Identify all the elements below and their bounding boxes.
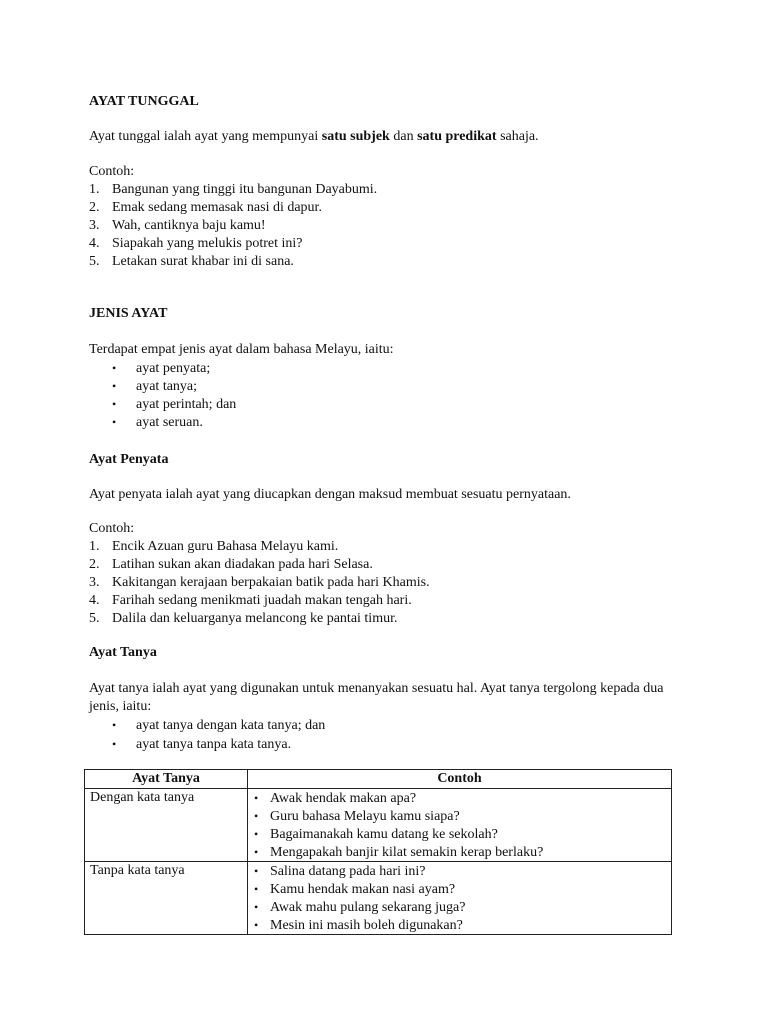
table-bullet-item — [254, 807, 667, 825]
list-item-text: Encik Azuan guru Bahasa Melayu kami. — [112, 539, 339, 554]
table-header-row — [85, 770, 672, 789]
list-item-text: Bangunan yang tinggi itu bangunan Dayabumi. — [112, 182, 378, 197]
bullet-icon: • — [112, 737, 117, 751]
bullet-icon: • — [112, 397, 117, 411]
contoh-label: Contoh: — [89, 521, 135, 536]
bullet-icon: • — [254, 809, 259, 823]
bullet-item — [112, 395, 236, 413]
list-item-text: Latihan sukan akan diadakan pada hari Selasa. — [112, 557, 373, 572]
table-bullet-item — [254, 862, 667, 880]
definition-bold-predikat: satu predikat — [417, 129, 497, 144]
list-item-text: Emak sedang memasak nasi di dapur. — [112, 200, 322, 215]
ayat-tanya-table — [84, 769, 672, 935]
bullet-icon: • — [254, 827, 259, 841]
list-number: 1. — [89, 182, 100, 197]
list-item-text: Dalila dan keluarganya melancong ke pantai timur. — [112, 611, 398, 626]
table-bullet-text: Mengapakah banjir kilat semakin kerap berlaku? — [270, 845, 544, 860]
table-bullet-text: Mesin ini masih boleh digunakan? — [270, 918, 463, 933]
table-bullet-text: Awak hendak makan apa? — [270, 791, 417, 806]
list-item — [89, 217, 266, 235]
list-number: 4. — [89, 593, 100, 608]
table-bullet-item — [254, 825, 667, 843]
list-number: 1. — [89, 539, 100, 554]
list-number: 3. — [89, 218, 100, 233]
bullet-item — [112, 716, 325, 734]
table-bullet-item — [254, 843, 667, 861]
definition-ayat-tunggal — [89, 128, 539, 146]
table-bullet-text: Kamu hendak makan nasi ayam? — [270, 882, 456, 897]
table-row — [85, 789, 672, 862]
table-header-ayat-tanya: Ayat Tanya — [85, 770, 248, 789]
list-number: 3. — [89, 575, 100, 590]
bullet-item — [112, 359, 210, 377]
list-number: 2. — [89, 557, 100, 572]
contoh-label: Contoh: — [89, 164, 135, 179]
bullet-icon: • — [112, 361, 117, 375]
table-bullet-item — [254, 916, 667, 934]
table-bullet-text: Bagaimanakah kamu datang ke sekolah? — [270, 827, 498, 842]
list-number: 2. — [89, 200, 100, 215]
bullet-icon: • — [112, 415, 117, 429]
list-number: 5. — [89, 254, 100, 269]
bullet-item-text: ayat penyata; — [136, 361, 211, 376]
list-number: 5. — [89, 611, 100, 626]
bullet-icon: • — [254, 791, 259, 805]
list-item — [89, 592, 412, 610]
bullet-item — [112, 735, 291, 753]
table-cell-label: Dengan kata tanya — [85, 789, 248, 862]
list-item-text: Farihah sedang menikmati juadah makan tengah hari. — [112, 593, 412, 608]
table-bullet-item — [254, 898, 667, 916]
definition-text: Ayat tunggal ialah ayat yang mempunyai — [89, 129, 322, 144]
list-item-text: Kakitangan kerajaan berpakaian batik pada hari Khamis. — [112, 575, 430, 590]
bullet-icon: • — [112, 718, 117, 732]
bullet-item-text: ayat tanya dengan kata tanya; dan — [136, 718, 326, 733]
table-cell-examples — [248, 862, 672, 935]
table-row — [85, 862, 672, 935]
list-item — [89, 556, 373, 574]
table-bullet-text: Guru bahasa Melayu kamu siapa? — [270, 809, 460, 824]
table-bullet-item — [254, 789, 667, 807]
table-bullet-text: Awak mahu pulang sekarang juga? — [270, 900, 466, 915]
bullet-item-text: ayat seruan. — [136, 415, 203, 430]
jenis-ayat-intro: Terdapat empat jenis ayat dalam bahasa Melayu, iaitu: — [89, 342, 394, 357]
list-item — [89, 538, 338, 556]
list-item-text: Wah, cantiknya baju kamu! — [112, 218, 266, 233]
bullet-item-text: ayat tanya; — [136, 379, 198, 394]
bullet-icon: • — [254, 864, 259, 878]
heading-ayat-penyata: Ayat Penyata — [89, 452, 169, 467]
list-item — [89, 199, 322, 217]
list-item-text: Siapakah yang melukis potret ini? — [112, 236, 303, 251]
definition-text: sahaja. — [496, 129, 539, 144]
list-item-text: Letakan surat khabar ini di sana. — [112, 254, 294, 269]
table-header-contoh: Contoh — [248, 770, 672, 789]
heading-ayat-tanya: Ayat Tanya — [89, 645, 157, 660]
list-item — [89, 181, 377, 199]
bullet-item-text: ayat tanya tanpa kata tanya. — [136, 737, 292, 752]
list-item — [89, 253, 294, 271]
list-item — [89, 574, 430, 592]
table-bullet-item — [254, 880, 667, 898]
definition-bold-subjek: satu subjek — [321, 129, 390, 144]
definition-ayat-tanya-line2: jenis, iaitu: — [89, 699, 152, 714]
heading-jenis-ayat: JENIS AYAT — [89, 306, 168, 321]
list-item — [89, 610, 397, 628]
bullet-item — [112, 377, 197, 395]
definition-text: dan — [389, 129, 418, 144]
table-cell-label: Tanpa kata tanya — [85, 862, 248, 935]
heading-ayat-tunggal: AYAT TUNGGAL — [89, 94, 199, 109]
bullet-icon: • — [112, 379, 117, 393]
bullet-item — [112, 413, 203, 431]
bullet-icon: • — [254, 900, 259, 914]
definition-ayat-penyata: Ayat penyata ialah ayat yang diucapkan dengan maksud membuat sesuatu pernyataan. — [89, 487, 571, 502]
bullet-icon: • — [254, 845, 259, 859]
bullet-icon: • — [254, 882, 259, 896]
list-item — [89, 235, 303, 253]
table-bullet-text: Salina datang pada hari ini? — [270, 864, 426, 879]
list-number: 4. — [89, 236, 100, 251]
table-cell-examples — [248, 789, 672, 862]
definition-ayat-tanya-line1: Ayat tanya ialah ayat yang digunakan untuk menanyakan sesuatu hal. Ayat tanya tergolong kepada dua — [89, 681, 664, 696]
bullet-icon: • — [254, 918, 259, 932]
bullet-item-text: ayat perintah; dan — [136, 397, 237, 412]
